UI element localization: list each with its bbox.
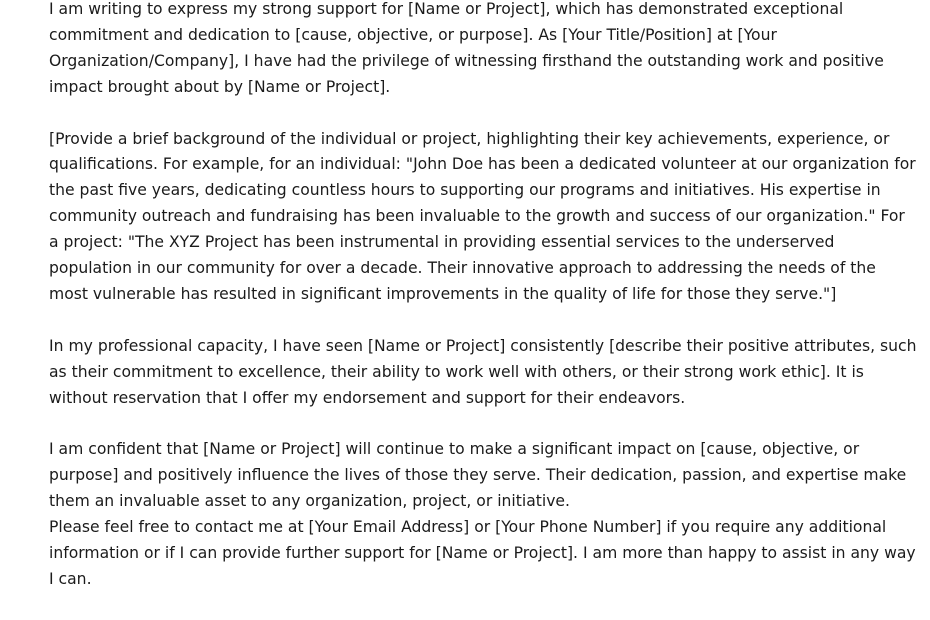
contact-paragraph: Please feel free to contact me at [Your Email Address] or [Your Phone Number] if you require any additional information or if I can provide further support for [Name or Project]. I am more than happy to assist in any way I can. bbox=[49, 518, 916, 588]
background-paragraph: [Provide a brief background of the individual or project, highlighting their key achievements, experience, or qualifications. For example, for an individual: "John Doe has been a dedicated volunteer at our organization for the past five years, dedicating countless hours to supporting our programs and initiatives. His expertise in community outreach and fundraising has been invaluable to the growth and success of our organization." For a project: "The XYZ Project has been instrumental in providing essential services to the underserved population in our community for over a decade. Their innovative approach to addressing the needs of the most vulnerable has resulted in significant improvements in the quality of life for those they serve."] bbox=[49, 129, 916, 303]
letter-body bbox=[49, 0, 919, 593]
intro-paragraph: I am writing to express my strong support for [Name or Project], which has demonstrated exceptional commitment and dedication to [cause, objective, or purpose]. As [Your Title/Position] at [Your Organization/Company], I have had the privilege of witnessing firsthand the outstanding work and positive impact brought about by [Name or Project]. bbox=[49, 0, 884, 96]
confidence-paragraph: I am confident that [Name or Project] will continue to make a significant impact on [cause, objective, or purpose] and positively influence the lives of those they serve. Their dedication, passion, and expertise make them an invaluable asset to any organization, project, or initiative. bbox=[49, 440, 907, 511]
professional-capacity-paragraph: In my professional capacity, I have seen [Name or Project] consistently [describe their positive attributes, such as their commitment to excellence, their ability to work well with others, or their strong work ethic]. It is without reservation that I offer my endorsement and support for their endeavors. bbox=[49, 336, 917, 407]
